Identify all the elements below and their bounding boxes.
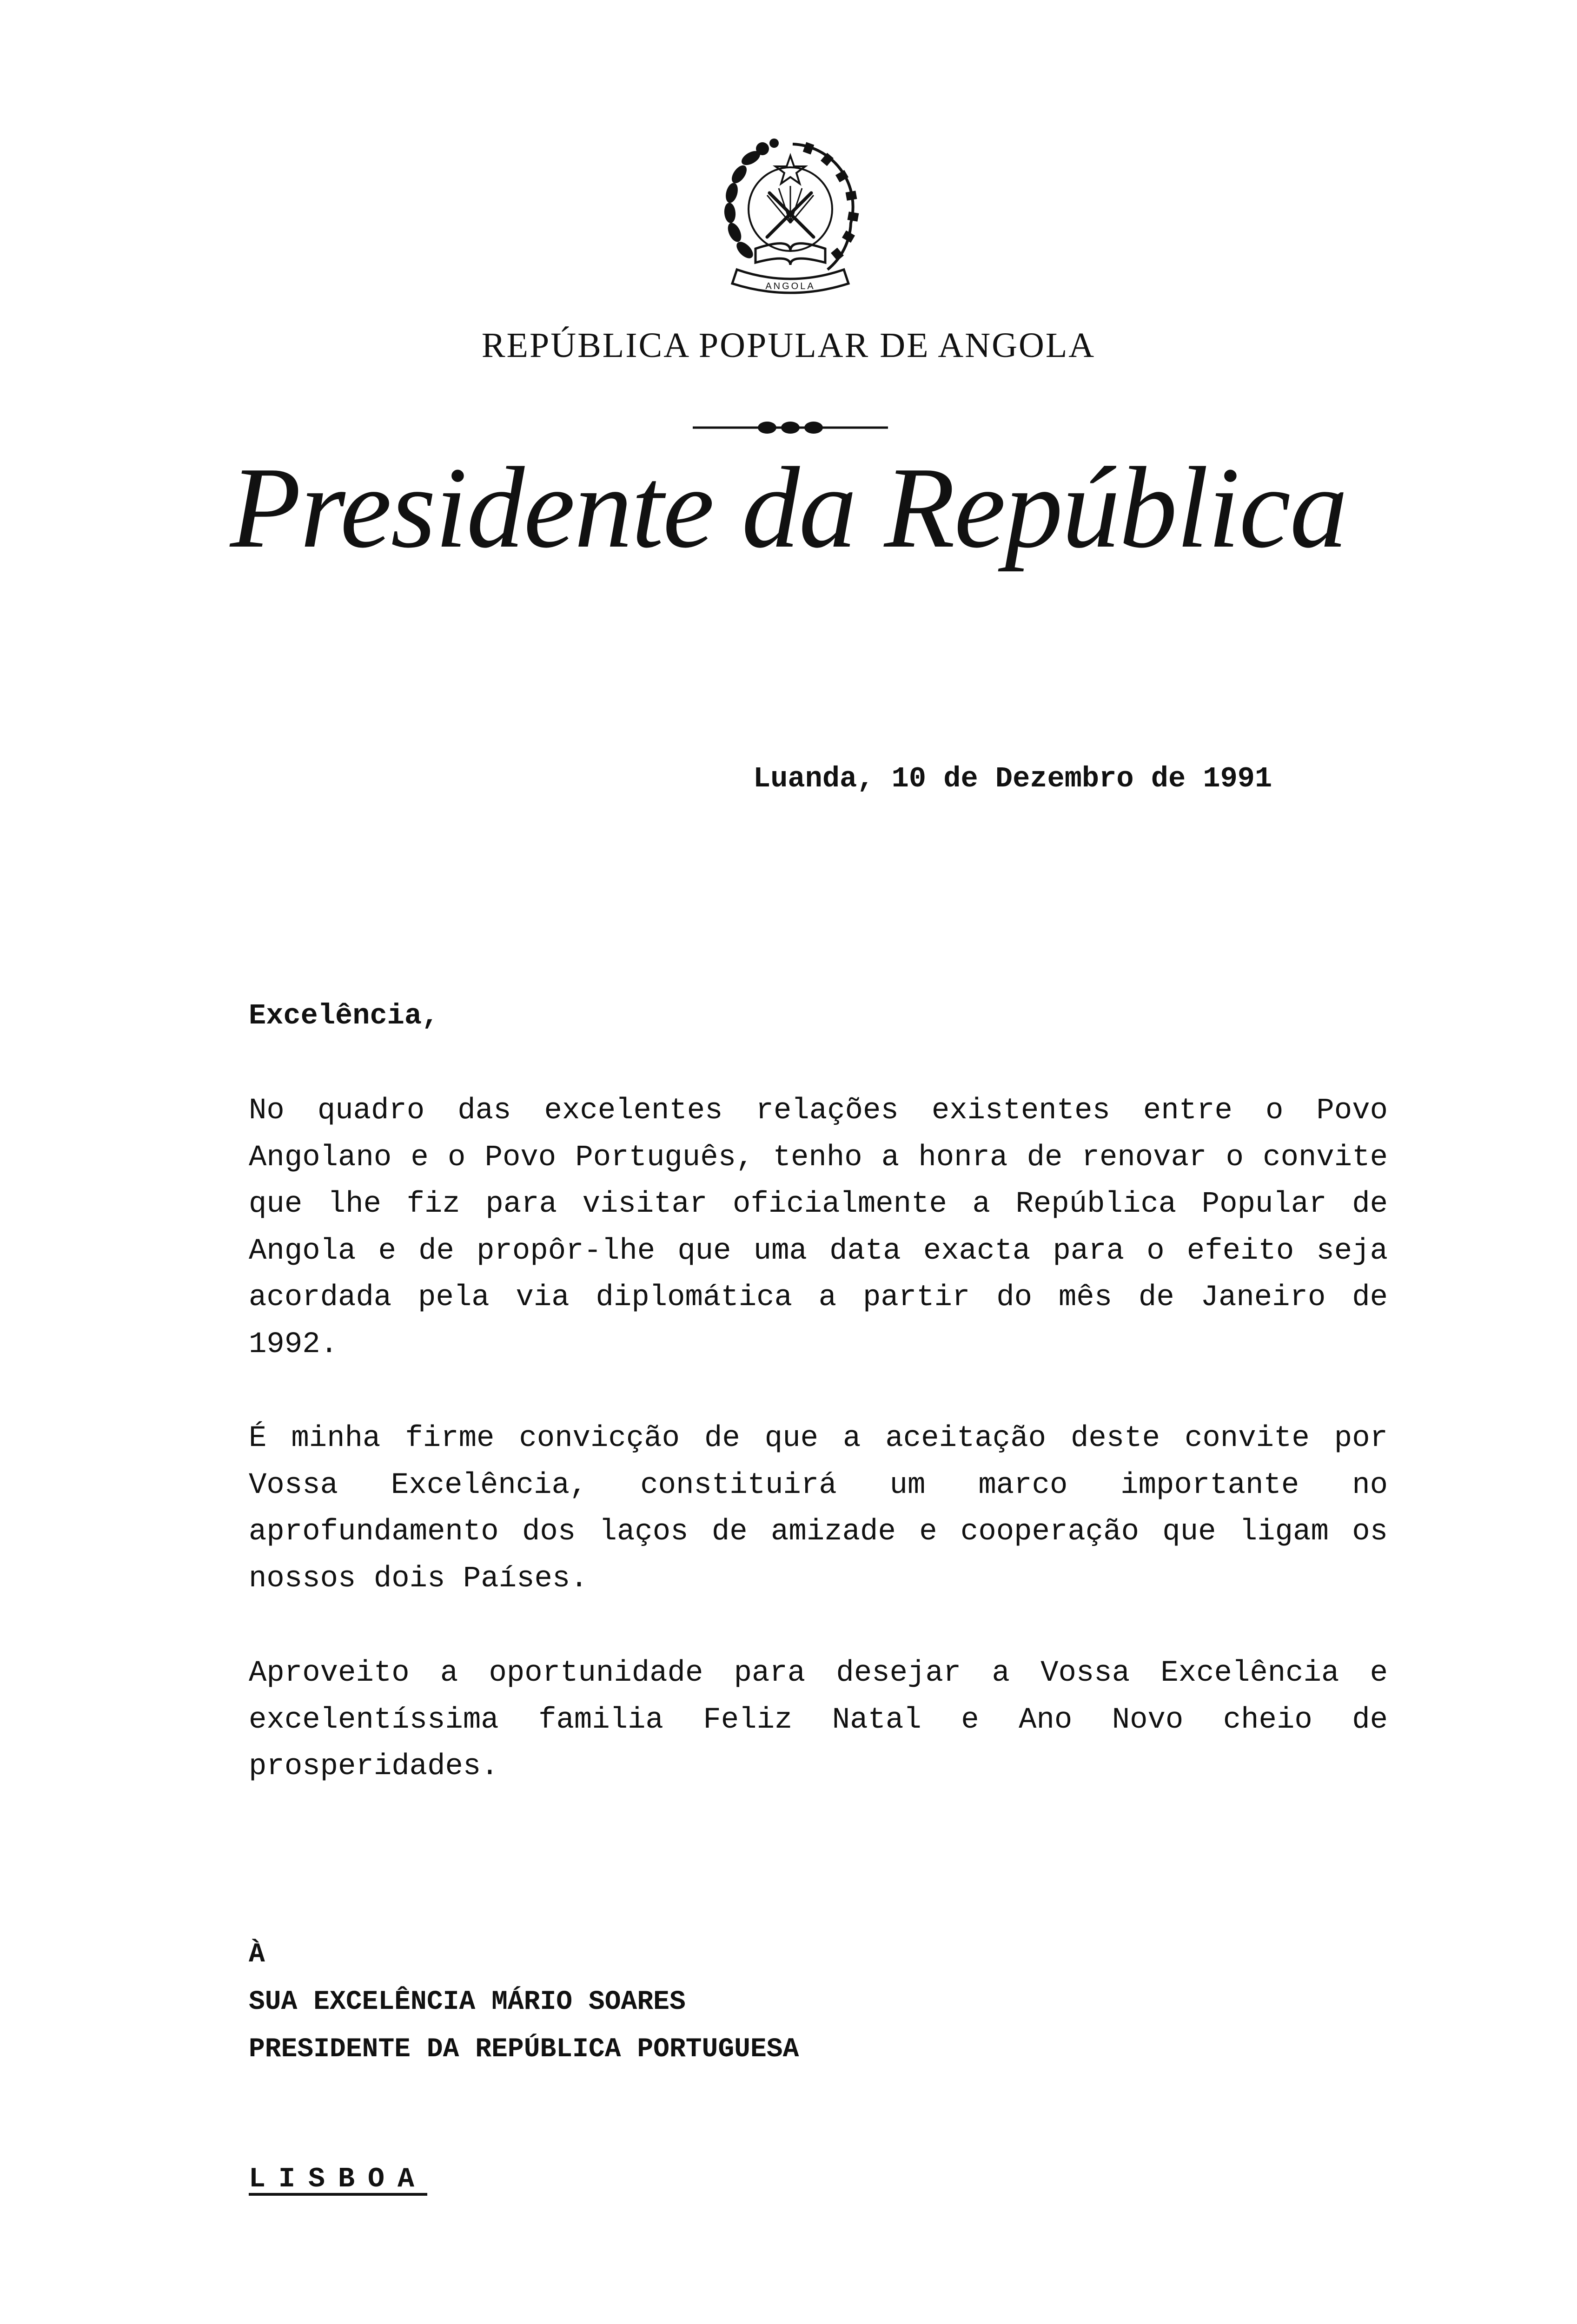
body-paragraph-1: No quadro das excelentes relações existentes entre o Povo Angolano e o Povo Português, tenho a honra de renovar o convite que lhe fiz para visitar oficialmente a República Popular de Angola e de propôr-lhe que uma data exacta para o efeito seja acordada pela via diplomática a partir do mês de Janeiro de 1992. [249,1094,1388,1361]
body-paragraph-2: É minha firme convicção de que a aceitação deste convite por Vossa Excelência, constituirá um marco importante no aprofundamento dos laços de amizade e cooperação que ligam os nossos dois Países. [249,1422,1388,1596]
addressee-name: SUA EXCELÊNCIA MÁRIO SOARES [249,1987,686,2017]
office-title: Presidente da República [230,443,1347,572]
salutation: Excelência, [249,999,439,1032]
body-paragraph-3: Aproveito a oportunidade para desejar a Vossa Excelência e excelentíssima familia Feliz Natal e Ano Novo cheio de prosperidades. [249,1657,1388,1783]
emblem-ribbon-text: ANGOLA [765,281,815,291]
addressee-prefix: À [249,1940,265,1970]
addressee-city: LISBOA [249,2164,428,2195]
coat-of-arms-emblem [711,130,865,307]
country-name: REPÚBLICA POPULAR DE ANGOLA [481,326,1096,365]
addressee-title: PRESIDENTE DA REPÚBLICA PORTUGUESA [249,2034,799,2065]
date-line: Luanda, 10 de Dezembro de 1991 [753,762,1272,795]
addressee-block [249,1931,799,2073]
ornament-divider-icon [693,418,888,437]
